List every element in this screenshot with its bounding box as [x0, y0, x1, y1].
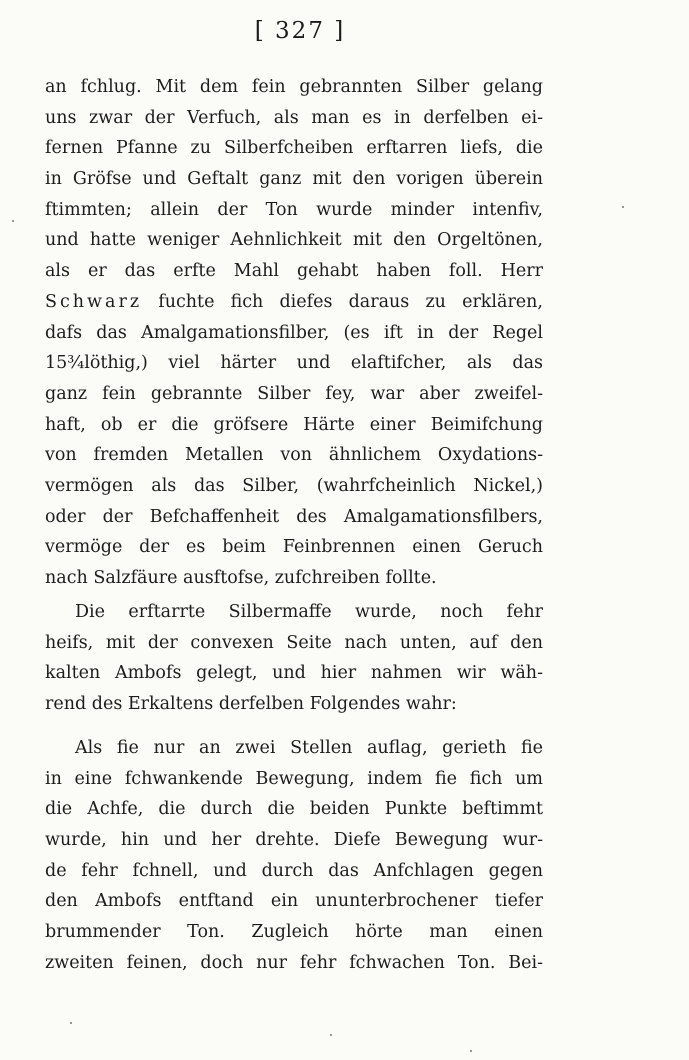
- text-line: in Gröfse und Geftalt ganz mit den vorigen überein: [45, 169, 543, 190]
- scan-speck: [330, 1034, 332, 1036]
- text-line: ganz fein gebrannte Silber fey, war aber zweifel-: [45, 383, 543, 404]
- text-line: kalten Ambofs gelegt, und hier nahmen wir wäh-: [45, 663, 543, 684]
- text-line: de fehr fchnell, und durch das Anfchlagen gegen: [45, 860, 543, 881]
- emphasized-name: Schwarz: [45, 291, 143, 312]
- text-line: ftimmten; allein der Ton wurde minder intenfiv,: [45, 199, 543, 220]
- text-line: [45, 287, 543, 318]
- text-line: nach Salzfäure ausftofse, zufchreiben follte.: [45, 568, 437, 588]
- text-line: wurde, hin und her drehte. Diefe Bewegung wur-: [45, 830, 543, 851]
- text-line: 15¾löthig,) viel härter und elaftifcher, als das: [45, 353, 543, 374]
- scan-speck: [12, 220, 14, 222]
- text-line: rend des Erkaltens derfelben Folgendes wahr:: [45, 694, 457, 715]
- text-line: dafs das Amalgamationsfilber, (es ift in der Regel: [45, 322, 543, 343]
- paragraph-2: [45, 597, 543, 720]
- text-line: an fchlug. Mit dem fein gebrannten Silber gelang: [45, 77, 543, 97]
- text-line: Die erftarrte Silbermaffe wurde, noch fehr: [75, 602, 543, 622]
- scan-speck: [622, 206, 624, 208]
- text-line: von fremden Metallen von ähnlichem Oxydations-: [45, 445, 543, 466]
- text-line: vermöge der es beim Feinbrennen einen Geruch: [45, 537, 543, 558]
- scan-speck: [70, 1022, 72, 1024]
- text-line: oder der Befchaffenheit des Amalgamationsfilbers,: [45, 506, 543, 527]
- text-line: in eine fchwankende Bewegung, indem fie fich um: [45, 768, 543, 789]
- text-line: brummender Ton. Zugleich hörte man einen: [45, 922, 543, 943]
- text-line: und hatte weniger Aehnlichkeit mit den Orgeltönen,: [45, 230, 543, 251]
- paragraph-1: [45, 72, 543, 594]
- text-line: uns zwar der Verfuch, als man es in derfelben ei-: [45, 107, 543, 128]
- text-line: die Achfe, die durch die beiden Punkte beftimmt: [45, 799, 543, 820]
- scan-speck: [470, 1050, 472, 1052]
- text-line: vermögen als das Silber, (wahrfcheinlich Nickel,): [45, 475, 543, 496]
- paragraph-3: [45, 733, 543, 979]
- text-line: Als fie nur an zwei Stellen auflag, gerieth fie: [75, 738, 543, 758]
- text-line: fernen Pfanne zu Silberfcheiben erftarren liefs, die: [45, 138, 543, 159]
- text-line: den Ambofs entftand ein ununterbrochener tiefer: [45, 891, 543, 912]
- page-number: [ 327 ]: [254, 18, 346, 44]
- text-line: als er das erfte Mahl gehabt haben foll. Herr: [45, 261, 543, 282]
- text-line: heifs, mit der convexen Seite nach unten, auf den: [45, 632, 543, 653]
- text-line-rest: fuchte fich diefes daraus zu erklären,: [142, 291, 543, 312]
- text-line: zweiten feinen, doch nur fehr fchwachen Ton. Bei-: [45, 952, 543, 973]
- text-line: haft, ob er die gröfsere Härte einer Beimifchung: [45, 414, 543, 435]
